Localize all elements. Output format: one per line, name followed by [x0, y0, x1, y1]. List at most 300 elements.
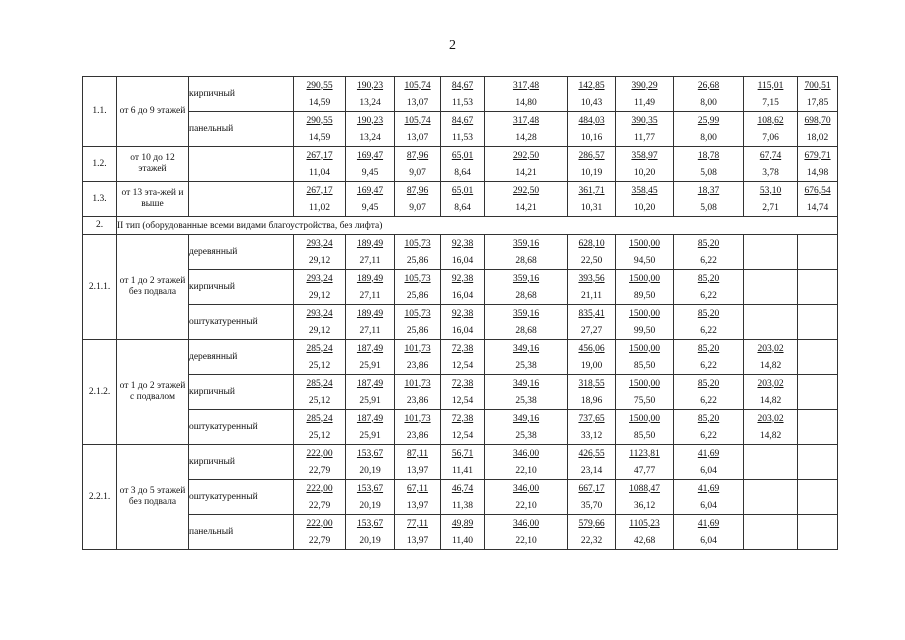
value-cell-bottom: 7,15 [744, 94, 798, 112]
value-cell-bottom [744, 462, 798, 480]
value-top: 349,16 [512, 343, 540, 354]
value-cell-top [798, 375, 838, 393]
value-cell-top [798, 77, 838, 95]
value-top: 358,45 [631, 185, 658, 196]
value-top: 189,49 [356, 238, 384, 249]
value-cell-bottom: 22,79 [294, 532, 346, 550]
value-cell-top [616, 147, 674, 165]
value-top: 105,73 [404, 273, 431, 284]
material-cell: панельный [189, 515, 294, 550]
value-cell-bottom: 13,97 [395, 532, 441, 550]
value-top: 190,23 [356, 80, 384, 91]
value-top: 698,70 [804, 115, 831, 126]
value-top: 390,35 [631, 115, 658, 126]
value-cell-bottom: 6,22 [674, 252, 744, 270]
value-top: 18,37 [697, 185, 720, 196]
value-top: 456,06 [578, 343, 605, 354]
value-cell-top [674, 340, 744, 358]
value-top: 1105,23 [629, 518, 660, 529]
value-top: 835,41 [578, 308, 605, 319]
page-number: 2 [449, 38, 456, 53]
value-top: 346,00 [512, 518, 540, 529]
value-cell-bottom: 27,11 [346, 252, 395, 270]
value-top: 72,38 [451, 378, 474, 389]
value-cell-bottom: 7,06 [744, 129, 798, 147]
value-cell-bottom: 13,07 [395, 129, 441, 147]
value-top: 67,11 [406, 483, 429, 494]
value-cell-bottom: 20,19 [346, 532, 395, 550]
value-cell-bottom: 22,10 [485, 532, 568, 550]
value-cell-bottom: 11,38 [441, 497, 485, 515]
value-top: 292,50 [512, 185, 540, 196]
row-number: 2.1.1. [83, 235, 117, 340]
value-cell-top [616, 515, 674, 533]
value-cell-bottom: 18,02 [798, 129, 838, 147]
value-cell-bottom: 10,16 [568, 129, 616, 147]
value-cell-bottom [744, 322, 798, 340]
value-top: 222,00 [306, 448, 333, 459]
value-cell-top [568, 147, 616, 165]
value-cell-bottom: 99,50 [616, 322, 674, 340]
value-top: 85,20 [697, 308, 720, 319]
floors-cell: от 13 эта-жей и выше [117, 182, 189, 217]
value-cell-top [485, 305, 568, 323]
value-cell-bottom: 22,50 [568, 252, 616, 270]
value-cell-bottom: 13,24 [346, 129, 395, 147]
value-cell-top [294, 182, 346, 200]
value-top: 1500,00 [629, 343, 660, 354]
table-row [83, 112, 838, 130]
row-number: 1.2. [83, 147, 117, 182]
section-row [83, 217, 838, 235]
value-top: 56,71 [451, 448, 474, 459]
value-cell-bottom: 23,86 [395, 357, 441, 375]
value-top: 1500,00 [629, 273, 660, 284]
value-cell-top [568, 410, 616, 428]
value-cell-bottom [798, 497, 838, 515]
material-cell: оштукатуренный [189, 305, 294, 340]
value-cell-top [346, 410, 395, 428]
value-cell-top [346, 112, 395, 130]
value-cell-top [485, 375, 568, 393]
value-cell-bottom [744, 532, 798, 550]
value-cell-bottom: 16,04 [441, 322, 485, 340]
value-cell-bottom [798, 287, 838, 305]
value-cell-top [568, 515, 616, 533]
table-row [83, 375, 838, 393]
value-cell-bottom: 16,04 [441, 287, 485, 305]
material-cell [189, 182, 294, 217]
value-cell-top [294, 112, 346, 130]
value-cell-top [798, 235, 838, 253]
row-number: 2.2.1. [83, 445, 117, 550]
value-cell-top [395, 445, 441, 463]
value-cell-bottom: 25,91 [346, 357, 395, 375]
value-cell-bottom: 14,21 [485, 199, 568, 217]
value-cell-top [441, 515, 485, 533]
value-top: 87,11 [406, 448, 429, 459]
value-cell-bottom: 19,00 [568, 357, 616, 375]
value-cell-top [485, 480, 568, 498]
value-cell-top [798, 270, 838, 288]
value-cell-bottom: 14,74 [798, 199, 838, 217]
value-cell-top [346, 305, 395, 323]
value-cell-top [294, 235, 346, 253]
row-number: 2.1.2. [83, 340, 117, 445]
value-cell-bottom: 14,82 [744, 357, 798, 375]
value-cell-bottom: 28,68 [485, 322, 568, 340]
value-cell-top [568, 182, 616, 200]
value-cell-bottom: 6,04 [674, 532, 744, 550]
value-cell-bottom: 3,78 [744, 164, 798, 182]
value-cell-bottom: 6,22 [674, 357, 744, 375]
value-cell-bottom: 13,24 [346, 94, 395, 112]
value-cell-bottom: 11,40 [441, 532, 485, 550]
value-cell-bottom: 89,50 [616, 287, 674, 305]
value-cell-bottom: 17,85 [798, 94, 838, 112]
value-cell-bottom: 14,98 [798, 164, 838, 182]
row-number: 1.3. [83, 182, 117, 217]
value-cell-bottom: 23,14 [568, 462, 616, 480]
value-top: 359,16 [512, 308, 540, 319]
value-cell-top [744, 147, 798, 165]
value-top: 292,50 [512, 150, 540, 161]
value-cell-top [441, 480, 485, 498]
value-cell-top [798, 112, 838, 130]
value-top: 285,24 [306, 378, 333, 389]
value-cell-bottom: 27,11 [346, 322, 395, 340]
value-cell-bottom: 22,10 [485, 462, 568, 480]
value-cell-bottom: 25,91 [346, 392, 395, 410]
value-cell-bottom: 25,86 [395, 322, 441, 340]
value-top: 285,24 [306, 413, 333, 424]
value-cell-top [346, 340, 395, 358]
value-top: 65,01 [451, 150, 474, 161]
value-cell-top [346, 147, 395, 165]
value-top: 53,10 [759, 185, 782, 196]
value-cell-bottom: 22,79 [294, 462, 346, 480]
value-cell-top [346, 445, 395, 463]
value-cell-bottom: 10,20 [616, 199, 674, 217]
value-cell-bottom [798, 462, 838, 480]
material-cell: деревянный [189, 235, 294, 270]
value-cell-top [616, 480, 674, 498]
value-cell-top [568, 235, 616, 253]
value-cell-bottom: 20,19 [346, 497, 395, 515]
value-cell-top [485, 515, 568, 533]
table-row [83, 340, 838, 358]
value-top: 426,55 [578, 448, 605, 459]
table-row [83, 270, 838, 288]
material-cell [189, 147, 294, 182]
value-top: 153,67 [356, 518, 384, 529]
value-cell-top [798, 480, 838, 498]
value-cell-bottom: 14,82 [744, 392, 798, 410]
value-cell-bottom: 11,02 [294, 199, 346, 217]
value-cell-bottom: 28,68 [485, 252, 568, 270]
value-cell-top [441, 375, 485, 393]
value-cell-bottom: 20,19 [346, 462, 395, 480]
value-cell-bottom: 18,96 [568, 392, 616, 410]
value-top: 203,02 [757, 343, 784, 354]
value-cell-top [485, 235, 568, 253]
value-top: 222,00 [306, 518, 333, 529]
value-cell-top [744, 340, 798, 358]
value-top: 67,74 [759, 150, 782, 161]
value-cell-top [485, 445, 568, 463]
value-cell-bottom: 11,53 [441, 129, 485, 147]
value-cell-bottom: 25,86 [395, 287, 441, 305]
value-cell-bottom: 28,68 [485, 287, 568, 305]
value-top: 267,17 [306, 150, 333, 161]
value-cell-top [294, 305, 346, 323]
value-top: 1123,81 [629, 448, 660, 459]
value-cell-bottom: 27,11 [346, 287, 395, 305]
section-title: II тип (оборудованные всеми видами благоустройства, без лифта) [117, 217, 838, 235]
value-cell-bottom [798, 427, 838, 445]
value-top: 676,54 [804, 185, 831, 196]
value-cell-bottom: 22,10 [485, 497, 568, 515]
value-cell-bottom: 8,64 [441, 199, 485, 217]
value-top: 293,24 [306, 308, 333, 319]
value-cell-top [395, 270, 441, 288]
table-row [83, 480, 838, 498]
value-cell-top [441, 340, 485, 358]
value-cell-top [485, 112, 568, 130]
value-cell-top [346, 77, 395, 95]
value-cell-bottom: 8,64 [441, 164, 485, 182]
value-cell-top [674, 77, 744, 95]
value-cell-bottom: 10,31 [568, 199, 616, 217]
value-cell-top [395, 182, 441, 200]
value-cell-bottom: 16,04 [441, 252, 485, 270]
value-cell-bottom: 29,12 [294, 252, 346, 270]
material-cell: кирпичный [189, 77, 294, 112]
value-top: 737,65 [578, 413, 605, 424]
value-cell-bottom: 25,86 [395, 252, 441, 270]
floors-cell: от 1 до 2 этажей без подвала [117, 235, 189, 340]
value-top: 290,55 [306, 115, 333, 126]
value-top: 187,49 [356, 343, 384, 354]
value-top: 317,48 [512, 80, 540, 91]
value-top: 84,67 [451, 115, 474, 126]
value-cell-bottom: 23,86 [395, 427, 441, 445]
value-cell-top [798, 515, 838, 533]
section-number: 2. [83, 217, 117, 235]
value-cell-bottom: 29,12 [294, 322, 346, 340]
table-row [83, 182, 838, 200]
value-cell-top [395, 515, 441, 533]
value-top: 72,38 [451, 343, 474, 354]
value-top: 85,20 [697, 413, 720, 424]
value-cell-bottom: 11,41 [441, 462, 485, 480]
value-cell-bottom: 14,59 [294, 129, 346, 147]
value-top: 92,38 [451, 273, 474, 284]
value-cell-bottom: 25,12 [294, 392, 346, 410]
value-cell-top [441, 182, 485, 200]
value-cell-top [294, 340, 346, 358]
value-top: 105,74 [404, 80, 431, 91]
value-cell-top [674, 112, 744, 130]
value-cell-bottom: 8,00 [674, 129, 744, 147]
value-cell-bottom: 12,54 [441, 392, 485, 410]
value-cell-top [674, 147, 744, 165]
floors-cell: от 10 до 12 этажей [117, 147, 189, 182]
value-cell-top [441, 77, 485, 95]
value-top: 318,55 [578, 378, 605, 389]
value-top: 390,29 [631, 80, 658, 91]
value-top: 26,68 [697, 80, 720, 91]
value-cell-top [744, 305, 798, 323]
value-top: 87,96 [406, 150, 429, 161]
value-top: 41,69 [697, 448, 720, 459]
value-cell-top [616, 77, 674, 95]
value-top: 293,24 [306, 273, 333, 284]
value-top: 1500,00 [629, 238, 660, 249]
value-cell-top [616, 445, 674, 463]
value-cell-bottom: 9,45 [346, 164, 395, 182]
value-cell-top [294, 515, 346, 533]
value-cell-bottom: 85,50 [616, 357, 674, 375]
value-cell-bottom: 25,91 [346, 427, 395, 445]
value-top: 101,73 [404, 378, 431, 389]
value-cell-top [485, 270, 568, 288]
row-number: 1.1. [83, 77, 117, 147]
value-cell-bottom: 22,32 [568, 532, 616, 550]
value-cell-top [395, 235, 441, 253]
value-cell-bottom: 14,59 [294, 94, 346, 112]
value-cell-top [674, 182, 744, 200]
value-top: 92,38 [451, 238, 474, 249]
value-cell-bottom: 47,77 [616, 462, 674, 480]
value-top: 49,89 [451, 518, 474, 529]
value-top: 286,57 [578, 150, 605, 161]
value-cell-bottom: 29,12 [294, 287, 346, 305]
value-top: 349,16 [512, 378, 540, 389]
value-cell-top [346, 480, 395, 498]
value-cell-bottom: 14,21 [485, 164, 568, 182]
value-cell-top [294, 77, 346, 95]
value-top: 679,71 [804, 150, 831, 161]
value-cell-bottom [798, 322, 838, 340]
value-cell-bottom: 8,00 [674, 94, 744, 112]
value-top: 153,67 [356, 448, 384, 459]
value-cell-top [346, 270, 395, 288]
value-cell-top [395, 410, 441, 428]
value-cell-top [568, 375, 616, 393]
value-cell-top [616, 305, 674, 323]
floors-cell: от 1 до 2 этажей с подвалом [117, 340, 189, 445]
table-row [83, 445, 838, 463]
value-cell-bottom: 25,12 [294, 357, 346, 375]
value-cell-bottom: 94,50 [616, 252, 674, 270]
value-top: 105,74 [404, 115, 431, 126]
value-cell-top [441, 112, 485, 130]
value-cell-top [674, 375, 744, 393]
value-cell-bottom: 25,12 [294, 427, 346, 445]
value-top: 346,00 [512, 448, 540, 459]
value-top: 285,24 [306, 343, 333, 354]
value-cell-top [485, 182, 568, 200]
value-cell-bottom: 23,86 [395, 392, 441, 410]
value-cell-top [674, 480, 744, 498]
value-top: 41,69 [697, 518, 720, 529]
value-cell-bottom: 10,20 [616, 164, 674, 182]
value-cell-bottom: 10,43 [568, 94, 616, 112]
value-cell-top [798, 445, 838, 463]
value-cell-top [346, 375, 395, 393]
value-cell-top [616, 182, 674, 200]
value-cell-top [744, 270, 798, 288]
value-top: 187,49 [356, 378, 384, 389]
value-cell-bottom: 9,45 [346, 199, 395, 217]
value-cell-bottom: 14,28 [485, 129, 568, 147]
value-cell-bottom: 42,68 [616, 532, 674, 550]
value-cell-bottom: 6,22 [674, 427, 744, 445]
value-cell-top [798, 147, 838, 165]
value-cell-top [441, 235, 485, 253]
value-cell-bottom: 13,97 [395, 497, 441, 515]
value-cell-bottom: 85,50 [616, 427, 674, 445]
value-top: 359,16 [512, 238, 540, 249]
value-cell-top [346, 515, 395, 533]
value-cell-top [674, 270, 744, 288]
value-top: 77,11 [406, 518, 429, 529]
value-cell-top [568, 305, 616, 323]
value-cell-bottom: 75,50 [616, 392, 674, 410]
value-top: 700,51 [804, 80, 831, 91]
value-cell-top [441, 305, 485, 323]
value-top: 87,96 [406, 185, 429, 196]
table-row [83, 147, 838, 165]
value-cell-top [485, 340, 568, 358]
value-cell-top [744, 77, 798, 95]
value-cell-bottom: 33,12 [568, 427, 616, 445]
value-cell-bottom: 27,27 [568, 322, 616, 340]
floors-cell: от 6 до 9 этажей [117, 77, 189, 147]
value-cell-bottom: 11,04 [294, 164, 346, 182]
value-cell-top [294, 410, 346, 428]
value-top: 101,73 [404, 343, 431, 354]
value-cell-bottom: 11,49 [616, 94, 674, 112]
value-cell-bottom: 6,22 [674, 287, 744, 305]
value-top: 84,67 [451, 80, 474, 91]
value-top: 92,38 [451, 308, 474, 319]
value-top: 85,20 [697, 273, 720, 284]
table-body [83, 77, 838, 550]
material-cell: кирпичный [189, 445, 294, 480]
value-top: 72,38 [451, 413, 474, 424]
value-cell-top [674, 410, 744, 428]
value-cell-top [568, 340, 616, 358]
value-top: 1088,47 [629, 483, 660, 494]
value-top: 142,85 [578, 80, 605, 91]
value-cell-top [294, 445, 346, 463]
table-row [83, 305, 838, 323]
value-top: 46,74 [451, 483, 474, 494]
value-top: 189,49 [356, 308, 384, 319]
value-cell-top [568, 480, 616, 498]
value-top: 85,20 [697, 343, 720, 354]
material-cell: оштукатуренный [189, 480, 294, 515]
value-cell-bottom: 14,80 [485, 94, 568, 112]
value-top: 346,00 [512, 483, 540, 494]
value-cell-bottom: 6,04 [674, 462, 744, 480]
value-cell-bottom: 5,08 [674, 199, 744, 217]
value-cell-bottom: 12,54 [441, 357, 485, 375]
value-cell-top [744, 445, 798, 463]
value-cell-top [294, 147, 346, 165]
